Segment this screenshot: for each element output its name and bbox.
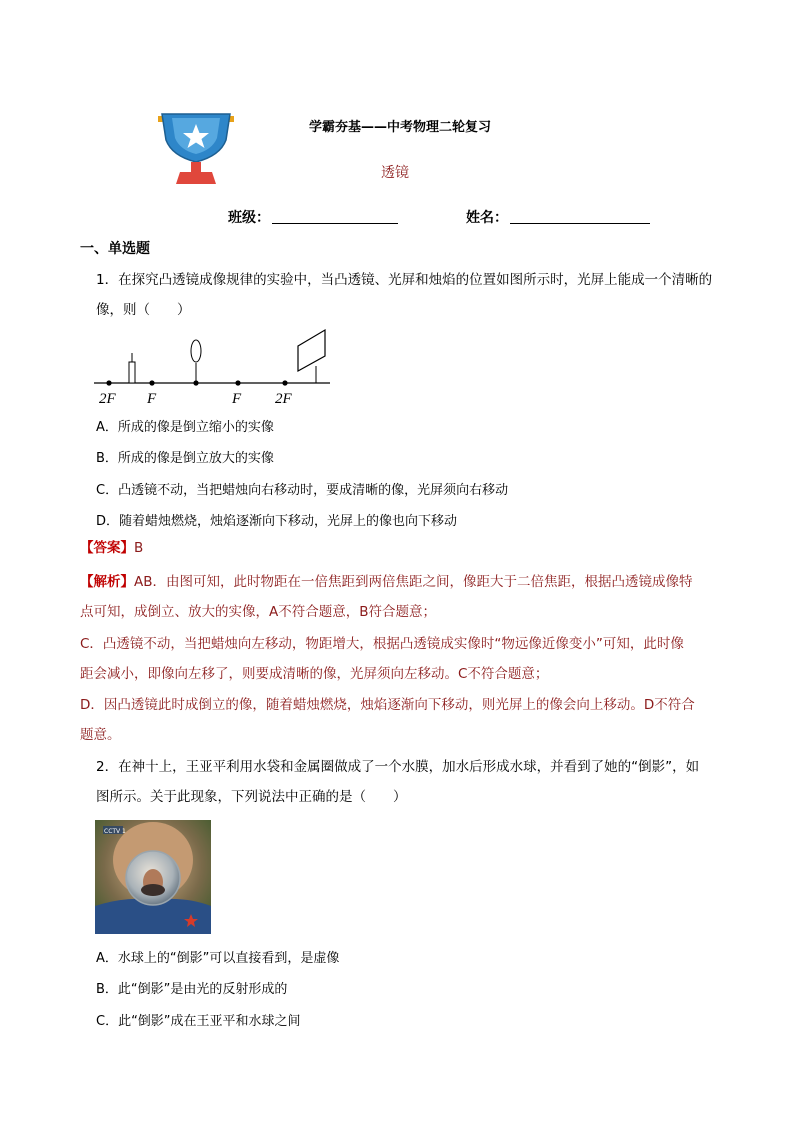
q1-stem-line2: 像，则（ ） (96, 302, 191, 318)
label-f-left: F (147, 391, 157, 406)
name-field[interactable] (510, 223, 650, 224)
photo-caption: CCTV 1 (104, 828, 126, 835)
section-title: 一、单选题 (80, 241, 150, 257)
q1-analysis-line1 (80, 571, 693, 593)
label-2f-left: 2F (99, 391, 116, 406)
answer-label: 【答案】 (80, 540, 134, 556)
class-field[interactable] (272, 223, 398, 224)
q1-analysis-line3: C．凸透镜不动，当把蜡烛向左移动，物距增大，根据凸透镜成实像时“物远像近像变小”可知，此时像 (80, 636, 684, 652)
name-label: 姓名： (466, 210, 508, 226)
q1-option-c[interactable]: C．凸透镜不动，当把蜡烛向右移动时，要成清晰的像，光屏须向右移动 (96, 483, 509, 498)
q1-analysis-line6: 题意。 (80, 727, 121, 743)
q1-analysis-line4: 距会减小，即像向左移了，则要成清晰的像，光屏须向左移动。C不符合题意； (80, 666, 549, 682)
q2-option-a[interactable]: A．水球上的“倒影”可以直接看到，是虚像 (96, 951, 340, 966)
label-f-right: F (232, 391, 242, 406)
q1-stem-line1: 1．在探究凸透镜成像规律的实验中，当凸透镜、光屏和烛焰的位置如图所示时，光屏上能成一个清晰的 (96, 272, 713, 288)
q2-stem-line2: 图所示。关于此现象，下列说法中正确的是（ ） (96, 789, 407, 805)
q1-analysis-line5: D．因凸透镜此时成倒立的像，随着蜡烛燃烧，烛焰逐渐向下移动，则光屏上的像会向上移动。D不符合 (80, 697, 695, 713)
q1-option-d[interactable]: D．随着蜡烛燃烧，烛焰逐渐向下移动，光屏上的像也向下移动 (96, 514, 458, 529)
q1-option-a[interactable]: A．所成的像是倒立缩小的实像 (96, 420, 274, 435)
water-ball-photo (95, 820, 211, 934)
trophy-logo (150, 112, 242, 188)
q2-option-b[interactable]: B．此“倒影”是由光的反射形成的 (96, 982, 288, 997)
class-label: 班级： (228, 210, 270, 226)
q1-option-b[interactable]: B．所成的像是倒立放大的实像 (96, 451, 274, 466)
q2-stem-line1: 2．在神十上，王亚平利用水袋和金属圈做成了一个水膜，加水后形成水球，并看到了她的“倒影”，如 (96, 759, 700, 775)
page-title: 学霸夯基——中考物理二轮复习 (308, 120, 491, 135)
q1-analysis-line2: 点可知，成倒立、放大的实像，A不符合题意，B符合题意； (80, 604, 436, 620)
label-2f-right: 2F (275, 391, 292, 406)
q2-option-c[interactable]: C．此“倒影”成在王亚平和水球之间 (96, 1014, 301, 1029)
analysis-text-1: AB．由图可知，此时物距在一倍焦距到两倍焦距之间，像距大于二倍焦距，根据凸透镜成像特 (134, 574, 693, 590)
page-subtitle: 透镜 (381, 165, 409, 181)
analysis-label: 【解析】 (80, 574, 134, 590)
answer-value: B (134, 540, 144, 556)
q1-answer (80, 537, 143, 559)
lens-diagram (92, 326, 332, 406)
